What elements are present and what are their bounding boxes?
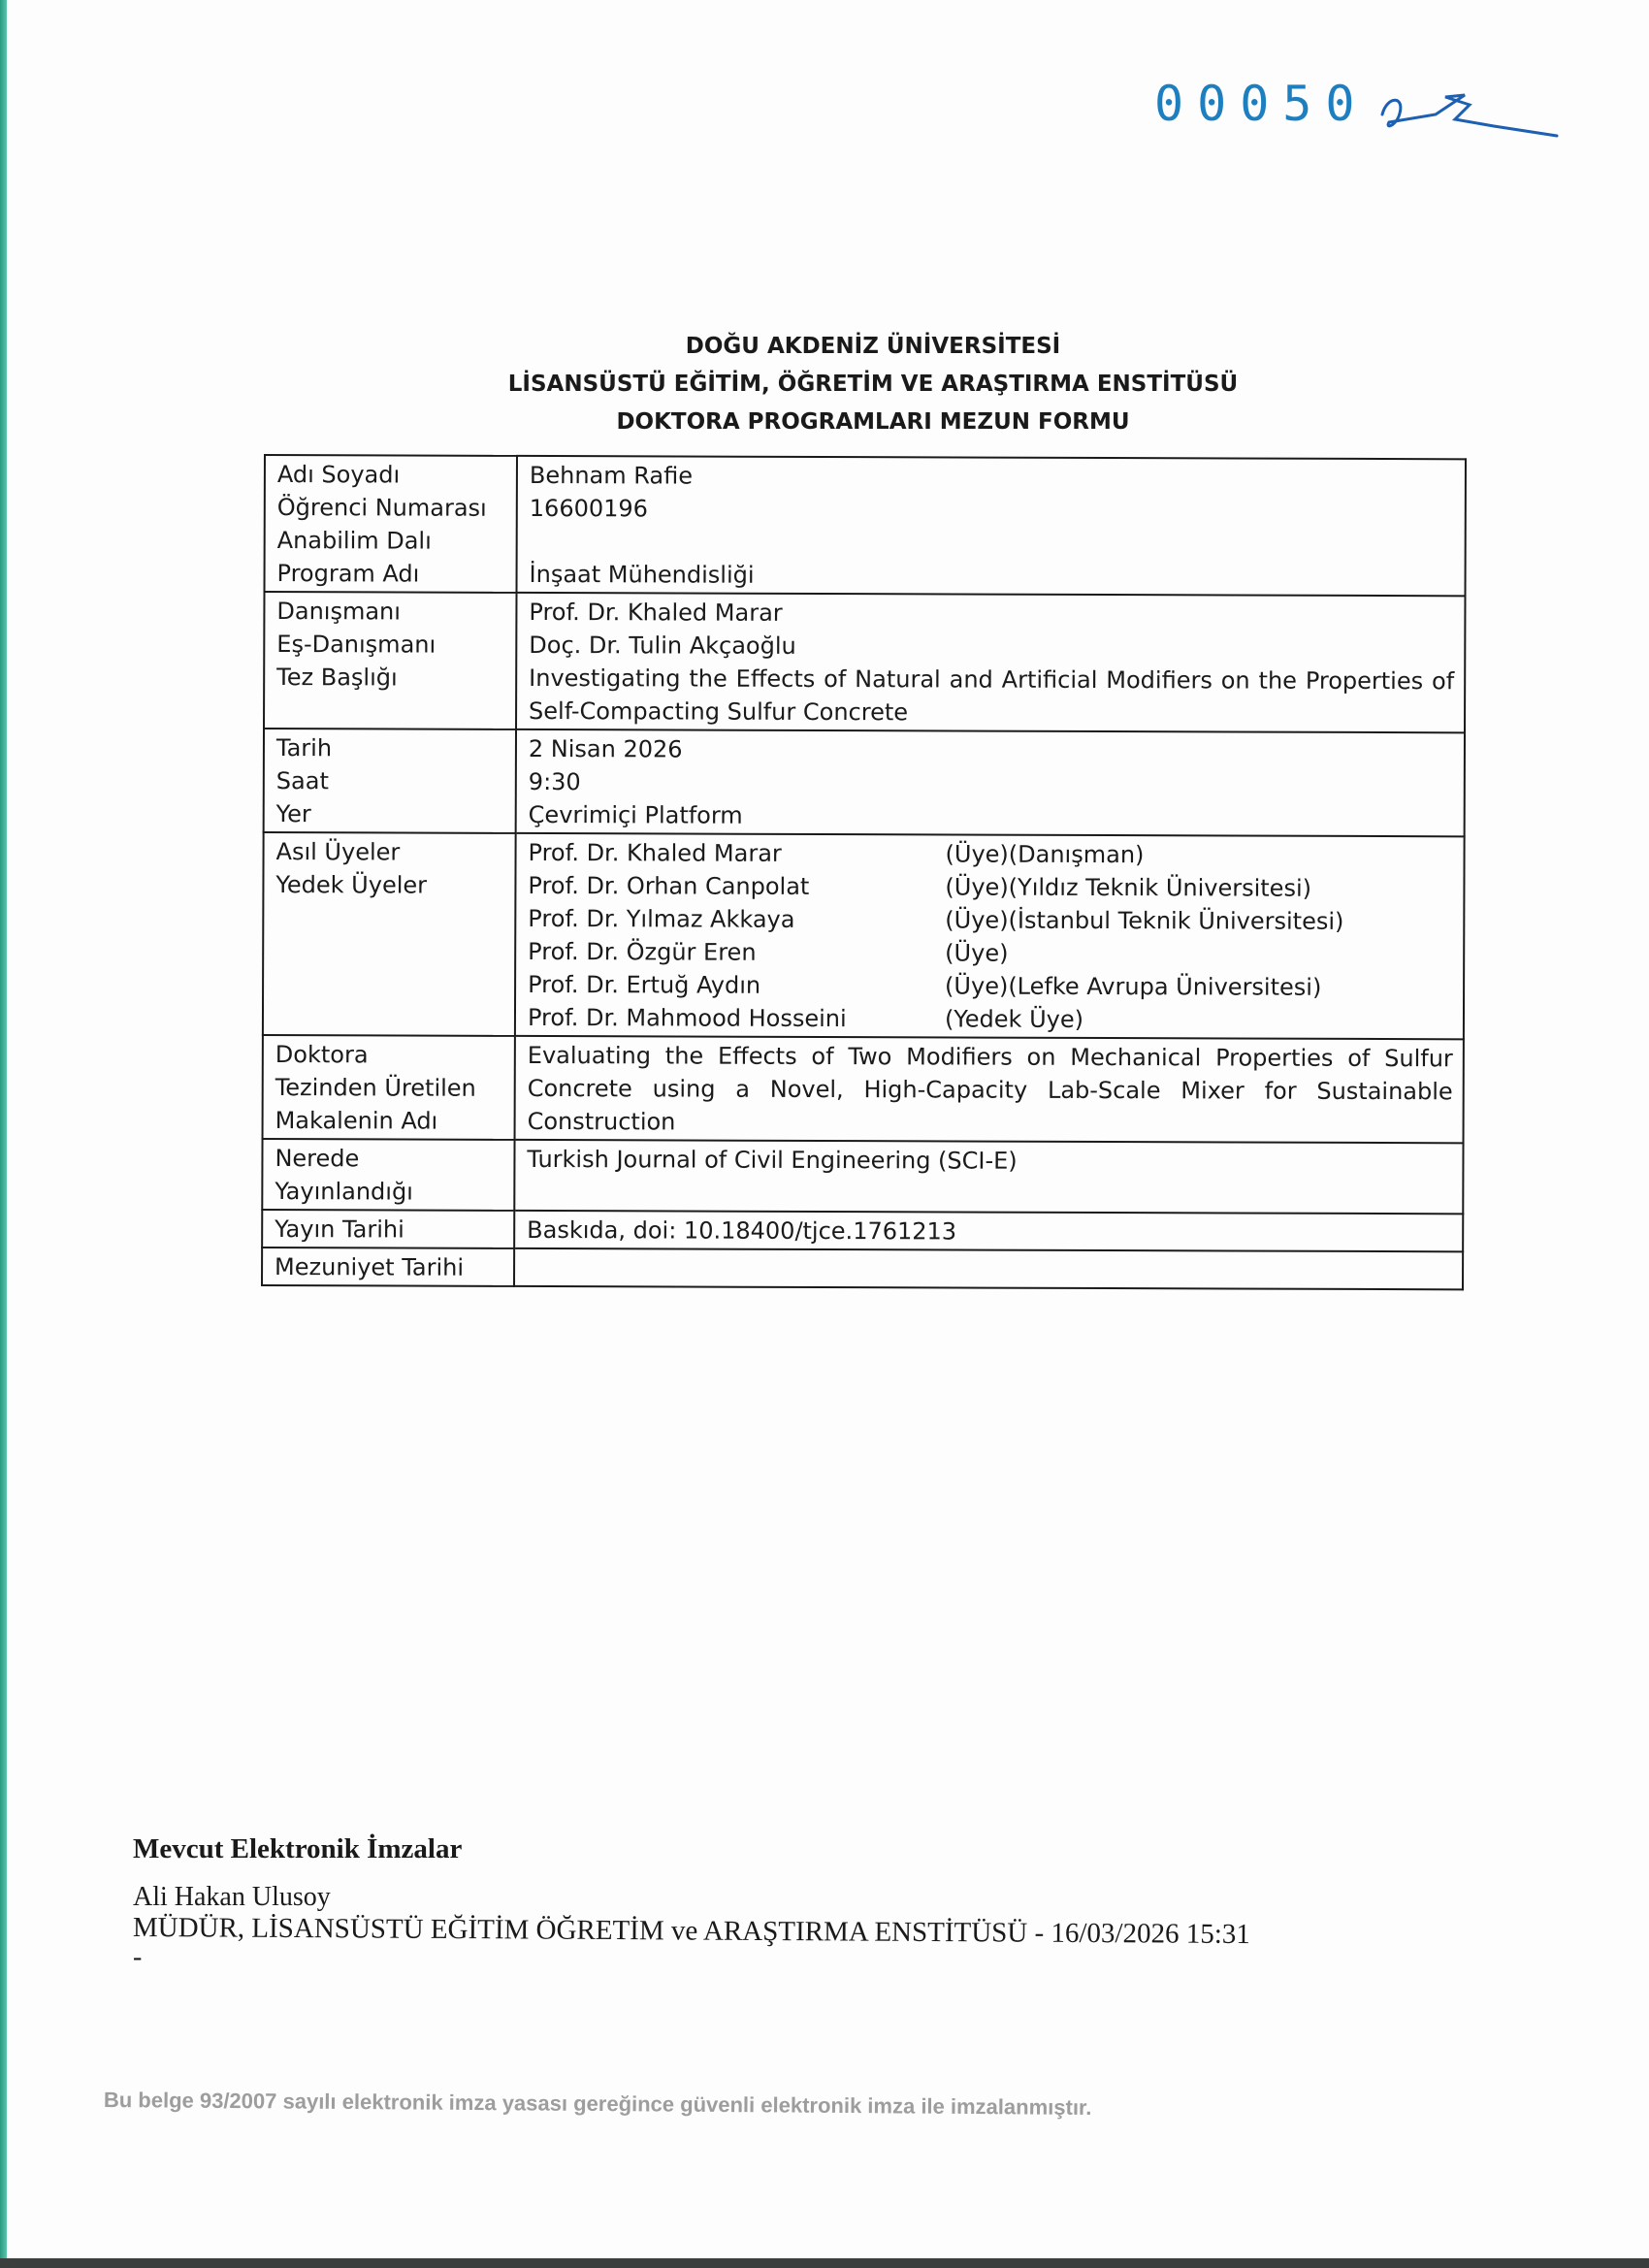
institute-name: LİSANSÜSTÜ EĞİTİM, ÖĞRETİM VE ARAŞTIRMA ENSTİTÜSÜ [507, 372, 1239, 397]
signer-name: Ali Hakan Ulusoy [133, 1882, 331, 1912]
member-role: (Üye)(Lefke Avrupa Üniversitesi) [945, 972, 1322, 1001]
label-advisor: Danışmanı [276, 598, 402, 626]
label-publish-date: Yayın Tarihi [262, 1210, 514, 1248]
defense-date: 2 Nisan 2026 [528, 734, 683, 763]
defense-time: 9:30 [528, 767, 581, 796]
defense-place: Çevrimiçi Platform [528, 800, 743, 829]
student-number: 16600196 [529, 494, 649, 523]
committee-values-cell [515, 833, 1465, 1039]
graduation-date-value [514, 1248, 1463, 1289]
signer-role-timestamp: MÜDÜR, LİSANSÜSTÜ EĞİTİM ÖĞRETİM ve ARAŞTIRMA ENSTİTÜSÜ - 16/03/2026 15:31 [132, 1912, 1250, 1951]
label-published-in: Nerede Yayınlandığı [262, 1139, 514, 1211]
label-department: Anabilim Dalı [276, 527, 432, 555]
student-program: İnşaat Mühendisliği [529, 560, 755, 589]
label-article-name: Makalenin Adı [275, 1107, 438, 1135]
stamp-initials-signature [1377, 76, 1571, 144]
label-thesis-title: Tez Başlığı [276, 664, 398, 692]
label-place: Yer [275, 800, 311, 828]
article-row [263, 1035, 1464, 1143]
member-role: (Üye)(Danışman) [945, 840, 1145, 869]
label-time: Saat [275, 767, 329, 795]
member-role: (Üye) [945, 939, 1009, 967]
student-name: Behnam Rafie [529, 461, 694, 490]
member-role: (Üye)(Yıldız Teknik Üniversitesi) [945, 873, 1312, 902]
member-name: Prof. Dr. Ertuğ Aydın [528, 970, 761, 999]
co-advisor-name: Doç. Dr. Tulin Akçaoğlu [529, 631, 796, 660]
electronic-signatures [133, 1833, 1250, 1972]
committee-labels-cell [263, 832, 516, 1036]
form-title: DOKTORA PROGRAMLARI MEZUN FORMU [616, 409, 1130, 435]
member-name: Prof. Dr. Mahmood Hosseini [527, 1003, 847, 1033]
advisor-values-cell [516, 593, 1465, 732]
article-title: Evaluating the Effects of Two Modifiers on Mechanical Properties of Sulfur Concrete using a Novel, High-Capacity Lab-Scale Mixer for Sustainable Construction [527, 1041, 1453, 1136]
article-values-cell [515, 1036, 1464, 1143]
member-name: Prof. Dr. Yılmaz Akkaya [528, 904, 795, 933]
signatures-title: Mevcut Elektronik İmzalar [133, 1833, 463, 1864]
student-department [530, 525, 1455, 561]
advisor-labels-cell [264, 592, 516, 729]
scan-bottom-edge [0, 2258, 1649, 2268]
student-row [265, 455, 1466, 596]
registry-stamp-number: 00050 [1154, 76, 1369, 132]
document-header [369, 328, 1377, 441]
label-name: Adı Soyadı [276, 461, 401, 489]
schedule-values-cell [516, 729, 1465, 836]
label-main-members: Asıl Üyeler [275, 838, 401, 866]
label-doctorate: Doktora [275, 1041, 369, 1069]
member-role: (Yedek Üye) [944, 1005, 1084, 1033]
label-graduation-date: Mezuniyet Tarihi [262, 1247, 514, 1286]
schedule-row [264, 729, 1465, 836]
thesis-title: Investigating the Effects of Natural and Artificial Modifiers on the Properties of Self-Compacting Sulfur Concrete [529, 664, 1455, 727]
label-co-advisor: Eş-Danışmanı [276, 631, 436, 659]
scan-left-edge [0, 0, 7, 2268]
member-name: Prof. Dr. Khaled Marar [528, 838, 782, 867]
advisor-row [264, 592, 1465, 732]
university-name: DOĞU AKDENİZ ÜNİVERSİTESİ [685, 334, 1061, 359]
publish-date-row [262, 1210, 1463, 1251]
student-labels-cell [265, 455, 517, 593]
graduation-form-table [261, 454, 1467, 1290]
member-name: Prof. Dr. Orhan Canpolat [528, 871, 810, 900]
student-values-cell [517, 456, 1466, 596]
published-in-row [262, 1139, 1463, 1214]
label-student-number: Öğrenci Numarası [276, 494, 487, 522]
label-date: Tarih [275, 734, 333, 762]
committee-row [263, 832, 1465, 1039]
graduation-date-row [262, 1247, 1463, 1289]
e-signature-law-note: Bu belge 93/2007 sayılı elektronik imza yasası gereğince güvenli elektronik imza ile imzalanmıştır. [103, 2088, 1092, 2120]
schedule-labels-cell [264, 729, 516, 833]
label-program: Program Adı [276, 560, 420, 588]
label-substitute-members: Yedek Üyeler [275, 871, 428, 899]
committee-list [528, 836, 1454, 1037]
advisor-name: Prof. Dr. Khaled Marar [529, 598, 783, 627]
published-in-value: Turkish Journal of Civil Engineering (SCI-E) [514, 1140, 1463, 1214]
member-name: Prof. Dr. Özgür Eren [528, 937, 757, 966]
member-role: (Üye)(İstanbul Teknik Üniversitesi) [945, 906, 1344, 935]
publish-date-value: Baskıda, doi: 10.18400/tjce.1761213 [514, 1211, 1463, 1251]
label-produced-from-thesis: Tezinden Üretilen [275, 1074, 476, 1102]
signature-extra: - [133, 1942, 143, 1972]
article-labels-cell [263, 1035, 515, 1140]
